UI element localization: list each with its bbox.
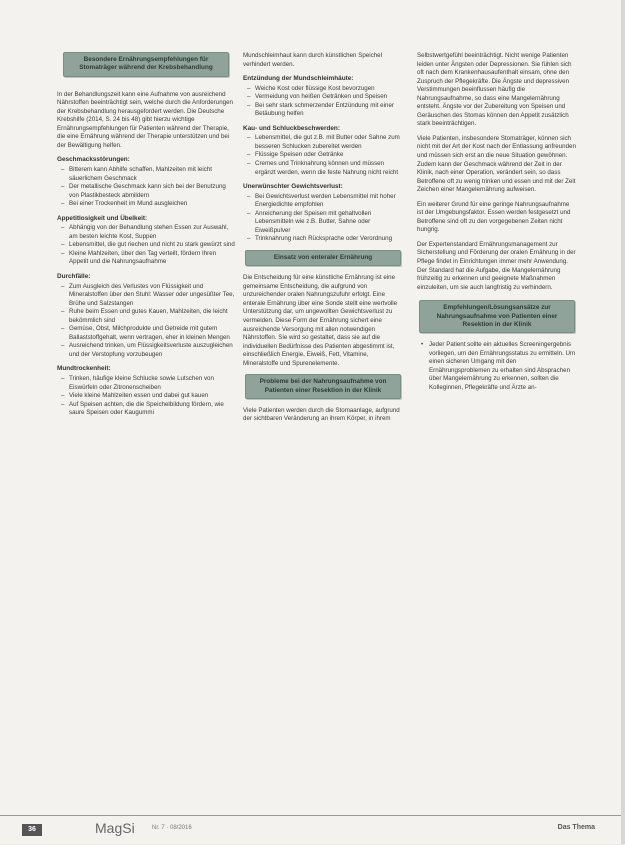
right-paragraph-4: Der Expertenstandard Ernährungsmanagement zur Sicherstellung und Förderung der oralen Ernährung in der Pflege findet in Einrichtungen immer mehr Anwendung. Der Standard hat die Aufgabe, die Mangelernährung frühzeitig zu erkennen und geeignete Maßnahmen einzuleiten, um sie auch langfristig zu verhindern. xyxy=(417,240,576,291)
left-sections xyxy=(57,156,235,417)
list-item: – Flüssige Speisen oder Getränke xyxy=(255,151,403,160)
column-left xyxy=(57,40,235,424)
list-item: – Lebensmittel, die gut riechen und nicht zu stark gewürzt sind xyxy=(69,241,235,250)
list-item: – Bitterem kann Abhilfe schaffen, Mahlzeiten mit leicht säuerlichem Geschmack xyxy=(69,166,235,183)
right-paragraph-1: Selbstwertgefühl beeinträchtigt. Nicht wenige Patienten leiden unter Ängsten oder Depressionen. Sie fühlen sich oft nach dem Krankenhausaufenthalt einsam, ohne den Zuspruch der Pflegekräfte. Die Ängste und depressiven Verstimmungen beeinflussen häufig die Nahrungsaufnahme, so dass eine Mangelernährung entsteht. Ängste vor der Zubereitung von Speisen und Geräuschen des Stomas können den Appetit zusätzlich stark beeinträchtigen. xyxy=(417,52,572,128)
bullet-list xyxy=(57,224,235,267)
bullet-list xyxy=(243,193,403,244)
bullet-list xyxy=(57,166,235,209)
problems-paragraph: Viele Patienten werden durch die Stomaanlage, aufgrund der sichtbaren Veränderung an ihrem Körper, in ihrem xyxy=(243,406,400,423)
list-item: – Vermeidung von heißen Getränken und Speisen xyxy=(255,93,403,102)
list-item: • Jeder Patient sollte ein aktuelles Screeningergebnis vorliegen, um den Ernährungsstatus zu ermitteln. Um einen sicheren Umgang mit den Ernährungsproblemen zu erhalten sind Absprachen über Mangelernährung zu erkennen, sollten die Kolleginnen, Pflegekräfte und Ärzte an- xyxy=(429,341,577,392)
subheading: Durchfälle: xyxy=(57,272,91,280)
bullet-list xyxy=(243,134,403,177)
list-item: – Der metallische Geschmack kann sich bei der Benutzung von Plastikbesteck abmildern xyxy=(69,183,235,200)
list-item: – Viele kleine Mahlzeiten essen und dabei gut kauen xyxy=(69,392,235,401)
page-number: 36 xyxy=(22,824,42,836)
column-right xyxy=(417,52,577,398)
list-item: – Bei einer Trockenheit im Mund ausgleichen xyxy=(69,200,235,209)
subheading: Geschmacksstörungen: xyxy=(57,156,130,164)
intro-paragraph: In der Behandlungszeit kann eine Aufnahme von ausreichend Nährstoffen beeinträchtigt sein, welche durch die Anforderungen der Krebsbehandlung herausgefordert werden. Die Deutsche Krebshilfe (2014, S. 24 bis 48) gibt hierzu wichtige Ernährungsempfehlungen für Patienten während der Therapie, die eine Ernährung während der Therapie unterstützen und bei der Bewältigung helfen. xyxy=(57,90,233,149)
page-footer xyxy=(0,815,625,845)
list-item: – Zum Ausgleich des Verlustes von Flüssigkeit und Mineralstoffen über den Stuhl: Wasser oder ungesüßter Tee, Brühe und Salzstangen xyxy=(69,283,235,309)
middle-sections xyxy=(243,75,403,244)
section-box-heading: Besondere Ernährungsempfehlungen für Stomaträger während der Krebsbehandlung xyxy=(63,52,229,77)
subheading: Mundtrockenheit: xyxy=(57,365,111,373)
bullet-list xyxy=(243,85,403,119)
section-box-heading-enteral: Einsatz von enteraler Ernährung xyxy=(245,250,401,266)
list-item: – Auf Speisen achten, die die Speichelbildung fördern, wie saure Speisen oder Kaugummi xyxy=(69,401,235,418)
list-item: – Gemüse, Obst, Milchprodukte und Getreide mit gutem Ballaststoffgehalt, wenn vertragen, eher in kleinen Mengen xyxy=(69,325,235,342)
list-item: – Trinknahrung nach Rücksprache oder Verordnung xyxy=(255,235,403,244)
list-item: – Bei Gewichtsverlust werden Lebensmittel mit hoher Energiedichte empfohlen xyxy=(255,193,403,210)
list-item: – Anreicherung der Speisen mit gehaltvollen Lebensmitteln wie z.B. Butter, Sahne oder Eiweißpulver xyxy=(255,210,403,236)
column-middle xyxy=(243,52,403,430)
list-item: – Trinken, häufige kleine Schlucke sowie Lutschen von Eiswürfeln oder Zitronenscheiben xyxy=(69,375,235,392)
section-label: Das Thema xyxy=(557,824,595,831)
subheading: Kau- und Schluckbeschwerden: xyxy=(243,124,340,132)
list-item: – Kleine Mahlzeiten, über den Tag verteilt, fördern Ihren Appetit und die Nahrungsaufnahme xyxy=(69,250,235,267)
subheading: Entzündung der Mundschleimhäute: xyxy=(243,75,354,83)
magazine-title: MagSi xyxy=(95,820,135,836)
bullet-list xyxy=(57,375,235,418)
scan-edge xyxy=(621,0,625,844)
section-box-heading-problems: Probleme bei der Nahrungsaufnahme von Patienten einer Resektion in der Klinik xyxy=(245,374,401,399)
right-paragraph-2: Viele Patienten, insbesondere Stomaträger, können sich nicht mit der Art der Kost nach der Entlassung anfreunden und müssen sich erst an die neue Situation gewöhnen. Zudem kann der Geschmack während der Zeit in der Klinik, nach einer Operation, verändert sein, so dass Betroffene oft zu wenig trinken und essen und mit der Zeit Zeichen einer Mangelernährung aufweisen. xyxy=(417,134,576,194)
list-item: – Weiche Kost oder flüssige Kost bevorzugen xyxy=(255,85,403,94)
list-item: – Bei sehr stark schmerzender Entzündung mit einer Betäubung helfen xyxy=(255,102,403,119)
subheading: Unerwünschter Gewichtsverlust: xyxy=(243,183,343,191)
section-box-heading-recommendations: Empfehlungen/Lösungsansätze zur Nahrungsaufnahme von Patienten einer Resektion in der Klinik xyxy=(419,300,575,333)
subheading: Appetitlosigkeit und Übelkeit: xyxy=(57,214,148,222)
bullet-list xyxy=(57,283,235,360)
recommendations-list xyxy=(417,341,577,392)
continued-paragraph: Mundschleimhaut kann durch künstlichen Speichel verhindert werden. xyxy=(243,52,382,68)
issue-info: Nr. 7 · 08/2016 xyxy=(152,825,192,831)
list-item: – Abhängig von der Behandlung stehen Essen zur Auswahl, am besten leichte Kost, Suppen xyxy=(69,224,235,241)
list-item: – Ruhe beim Essen und gutes Kauen, Mahlzeiten, die leicht bekömmlich sind xyxy=(69,308,235,325)
list-item: – Lebensmittel, die gut z.B. mit Butter oder Sahne zum besseren Schlucken zubereitet werden xyxy=(255,134,403,151)
right-paragraph-3: Ein weiterer Grund für eine geringe Nahrungsaufnahme ist der Umgebungsfaktor. Essen werden festgesetzt und Betroffene sind oft zu den vorgegebenen Zeiten nicht hungrig. xyxy=(417,200,571,234)
list-item: – Cremes und Trinknahrung können und müssen ergänzt werden, wenn die feste Nahrung nicht reicht xyxy=(255,160,403,177)
enteral-paragraph: Die Entscheidung für eine künstliche Ernährung ist eine gemeinsame Entscheidung, die aufgrund von unzureichender oralen Nahrungszufuhr erfolgt. Eine enterale Ernährung über eine Sonde stellt eine wertvolle Unterstützung dar, um ungewollten Gewichtsverlust zu vermeiden. Diese Form der Ernährung sichert eine ausreichende Versorgung mit allen notwendigen Nährstoffen. Sie wird so gestaltet, dass sie auf die individuellen Bedürfnisse des Patienten abgestimmt ist, einschließlich Energie, Eiweiß, Fett, Vitamine, Mineralstoffe und Spurenelemente. xyxy=(243,274,398,367)
list-item: – Ausreichend trinken, um Flüssigkeitsverluste auszugleichen und der Verstopfung vorzubeugen xyxy=(69,342,235,359)
